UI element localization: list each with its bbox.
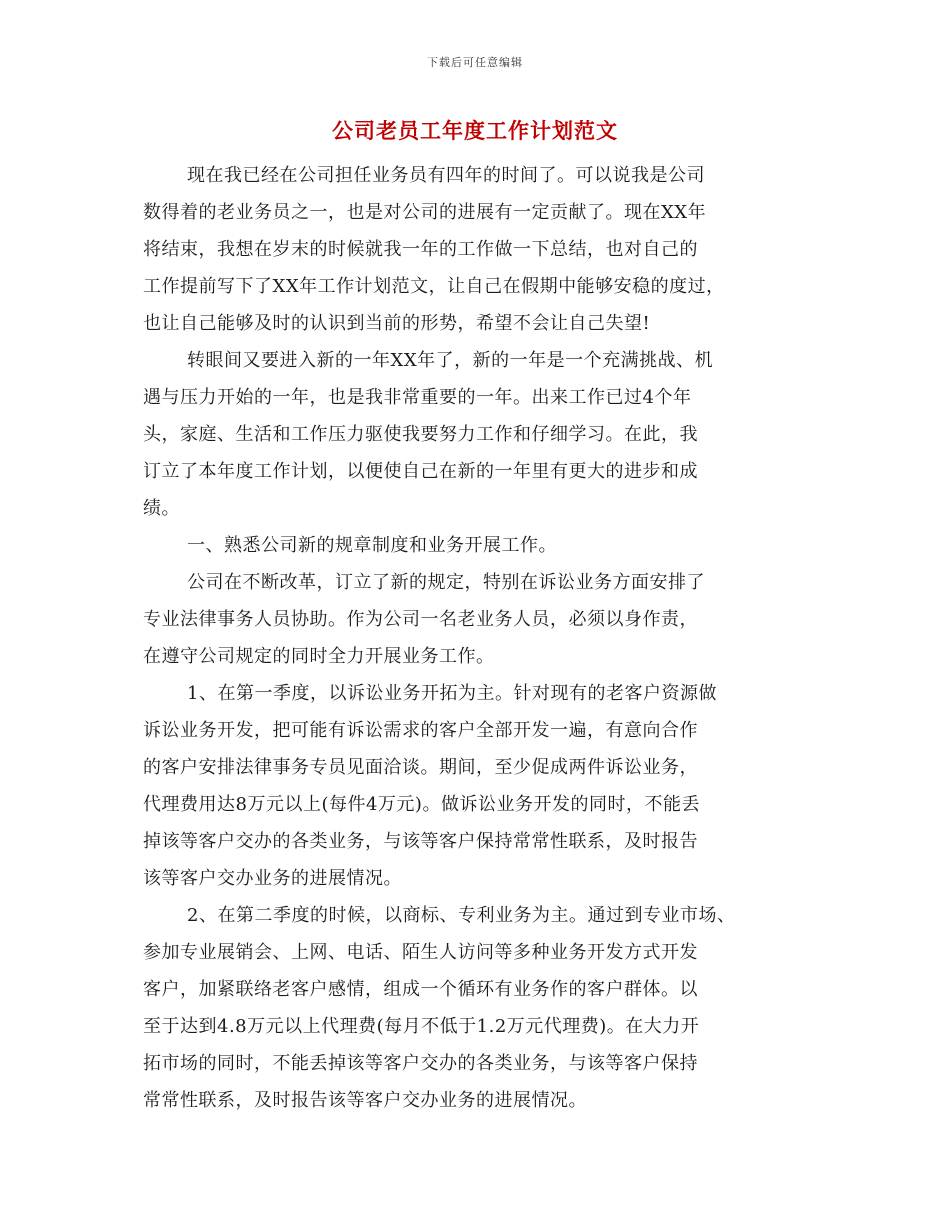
- text-line: 客户，加紧联络老客户感情，组成一个循环有业务作的客户群体。以: [143, 979, 698, 1000]
- text-line: 也让自己能够及时的认识到当前的形势，希望不会让自己失望!: [143, 313, 651, 334]
- text-line: 2、在第二季度的时候，以商标、专利业务为主。通过到专业市场、: [187, 905, 736, 926]
- text-line: 公司在不断改革，订立了新的规定，特别在诉讼业务方面安排了: [187, 572, 705, 593]
- document-body: [143, 157, 823, 1119]
- text-line: 将结束，我想在岁末的时候就我一年的工作做一下总结，也对自己的: [143, 239, 698, 260]
- text-line: 该等客户交办业务的进展情况。: [143, 868, 402, 889]
- text-line: 在遵守公司规定的同时全力开展业务工作。: [143, 646, 495, 667]
- header-note: 下载后可任意编辑: [427, 56, 523, 69]
- text-line: 转眼间又要进入新的一年XX年了，新的一年是一个充满挑战、机: [187, 350, 714, 371]
- text-line: 至于达到4.8万元以上代理费(每月不低于1.2万元代理费)。在大力开: [143, 1016, 700, 1037]
- text-line: 常常性联系，及时报告该等客户交办业务的进展情况。: [143, 1090, 587, 1111]
- document-title: 公司老员工年度工作计划范文: [332, 118, 618, 143]
- text-line: 代理费用达8万元以上(每件4万元)。做诉讼业务开发的同时，不能丢: [143, 794, 700, 815]
- text-line: 现在我已经在公司担任业务员有四年的时间了。可以说我是公司: [187, 165, 705, 186]
- text-line: 绩。: [143, 498, 180, 519]
- text-line: 拓市场的同时，不能丢掉该等客户交办的各类业务，与该等客户保持: [143, 1053, 698, 1074]
- text-line: 诉讼业务开发，把可能有诉讼需求的客户全部开发一遍，有意向合作: [143, 720, 698, 741]
- text-line: 参加专业展销会、上网、电话、陌生人访问等多种业务开发方式开发: [143, 942, 698, 963]
- text-line: 遇与压力开始的一年，也是我非常重要的一年。出来工作已过4个年: [143, 387, 692, 408]
- text-line: 数得着的老业务员之一，也是对公司的进展有一定贡献了。现在XX年: [143, 202, 707, 223]
- text-line: 1、在第一季度，以诉讼业务开拓为主。针对现有的老客户资源做: [187, 683, 717, 704]
- text-line: 专业法律事务人员协助。作为公司一名老业务人员，必须以身作责，: [143, 609, 698, 630]
- text-line: 一、熟悉公司新的规章制度和业务开展工作。: [187, 535, 557, 556]
- text-line: 订立了本年度工作计划，以便使自己在新的一年里有更大的进步和成: [143, 461, 698, 482]
- text-line: 头，家庭、生活和工作压力驱使我要努力工作和仔细学习。在此，我: [143, 424, 698, 445]
- text-line: 工作提前写下了XX年工作计划范文，让自己在假期中能够安稳的度过，: [143, 276, 725, 297]
- text-line: 的客户安排法律事务专员见面洽谈。期间，至少促成两件诉讼业务，: [143, 757, 698, 778]
- text-line: 掉该等客户交办的各类业务，与该等客户保持常常性联系，及时报告: [143, 831, 698, 852]
